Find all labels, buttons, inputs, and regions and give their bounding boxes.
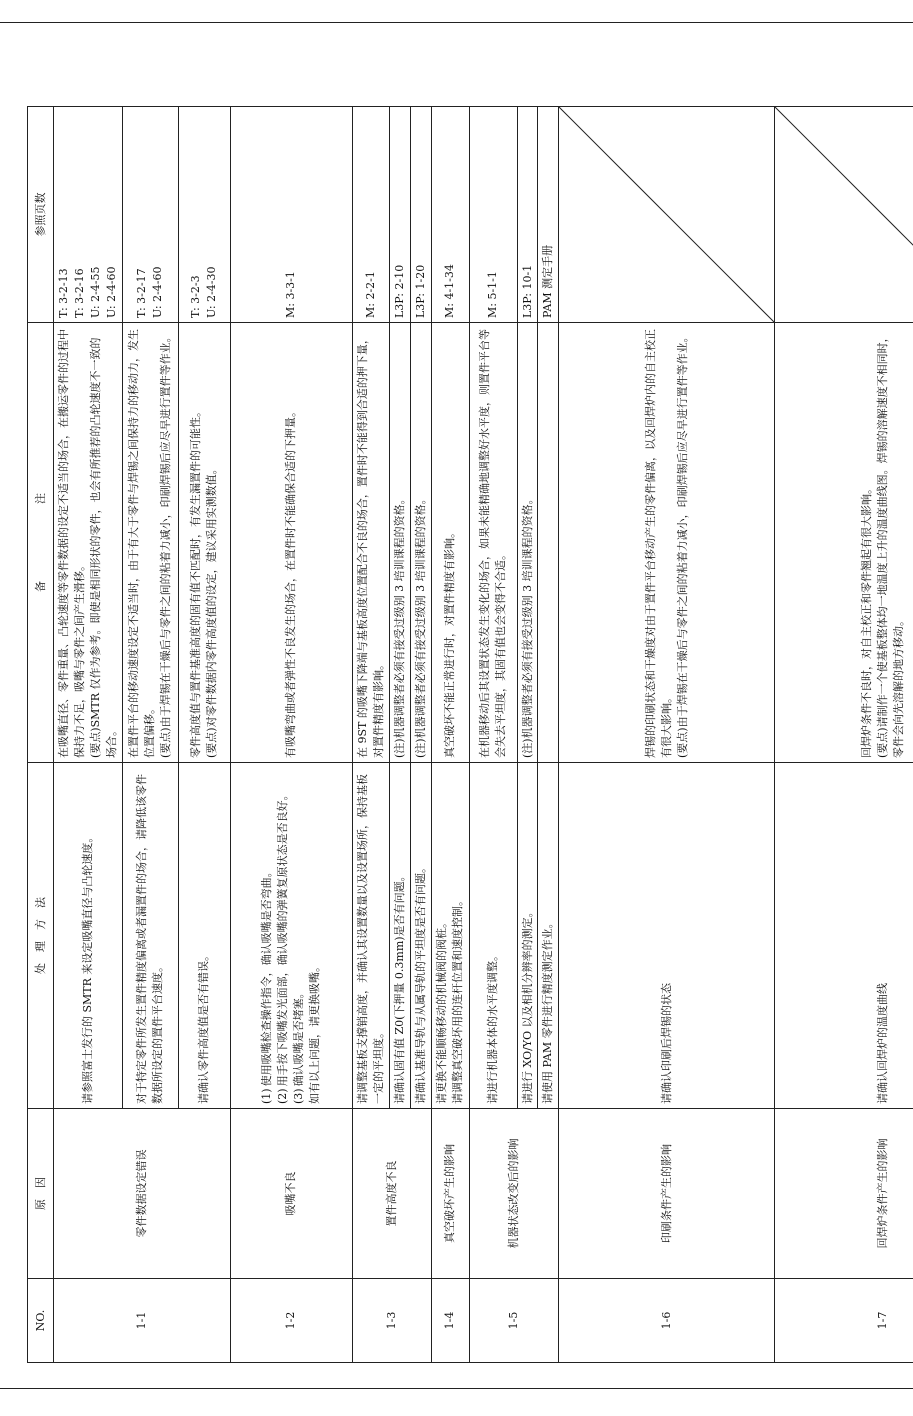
note-cell xyxy=(54,323,123,763)
table-row xyxy=(559,107,775,1363)
note-text: (注)机器调整者必须有接受过级别 3 培训课程的资格。 xyxy=(520,493,534,758)
note-text: 焊锡的印刷状态和干燥度对由于置件平台移动产生的零件偏离，以及回焊炉内的自主校正有很大影响。 xyxy=(643,329,673,758)
list-marker: (1) xyxy=(260,1088,274,1104)
note-text: 在吸嘴直径、零件重量、凸轮速度等零件数据的设定不适当的场合，在搬运零件的过程中保持力不足，吸嘴与零件之间产生滑移。 xyxy=(57,329,86,758)
header-row xyxy=(28,107,54,1363)
troubleshooting-table xyxy=(27,106,913,1363)
method-cell xyxy=(775,763,913,1109)
method-text: 确认吸嘴是否堵塞。 xyxy=(292,987,306,1087)
bottom-rule xyxy=(0,1388,913,1389)
method-text: 使用吸嘴检查操作指令，确认吸嘴是否弯曲。 xyxy=(260,866,274,1087)
note-text: 在 9ST 的吸嘴下降端与基板高度位置配合不良的场合，置件时不能得到合适的押下量，对置件精度有影响。 xyxy=(355,333,385,758)
note-cell xyxy=(469,323,517,763)
row-number: 1-3 xyxy=(352,1279,431,1363)
ref-page: T: 3-2-16 xyxy=(72,268,86,318)
ref-page: T: 3-2-13 xyxy=(57,268,70,318)
list-marker: (3) xyxy=(292,1088,306,1104)
method-cell xyxy=(230,763,352,1109)
ref-cell xyxy=(469,107,517,323)
method-text: 请更换不能顺畅移动的机械阀的阀桩。 xyxy=(435,917,449,1104)
method-text: 请确认基准导轨与从属导轨的平坦度是否有问题。 xyxy=(413,862,427,1104)
row-number: 1-2 xyxy=(230,1279,352,1363)
empty-ref-cell xyxy=(559,107,775,323)
rotated-table-container xyxy=(27,107,905,1363)
ref-page: U: 2-4-55 xyxy=(88,266,102,318)
method-text: 请参照富士发行的 SMTR 来设定吸嘴直径与凸轮速度。 xyxy=(80,831,94,1104)
ref-page: U: 2-4-60 xyxy=(104,266,118,318)
method-cell xyxy=(431,763,469,1109)
ref-cell xyxy=(352,107,389,323)
table-row xyxy=(431,107,469,1363)
ref-cell xyxy=(538,107,559,323)
note-text: (要点)由于焊锡在干燥后与零件之间的粘着力减小，印刷焊锡后应尽早进行置件等作业。 xyxy=(675,331,689,758)
method-cell xyxy=(538,763,559,1109)
method-text: 请使用 PAM 零件进行精度测定作业。 xyxy=(541,917,555,1104)
ref-cell xyxy=(230,107,352,323)
method-cell xyxy=(178,763,230,1109)
ref-page: M: 4-1-34 xyxy=(443,264,457,318)
cause-cell: 机器状态改变后的影响 xyxy=(469,1109,559,1279)
method-text: 请确认印刷后焊锡的状态 xyxy=(659,983,673,1104)
ref-page: L3P: 1-20 xyxy=(413,264,427,318)
method-cell xyxy=(122,763,178,1109)
note-text: (要点)SMTR 仅作为参考。即使是相同形状的零件，也会有所推荐的凸轮速度不一致的场合。 xyxy=(88,337,118,758)
table-row xyxy=(469,107,517,1363)
note-text: 在置件平台的移动速度设定不适当时，由于有大于零件与焊锡之间保持力的移动力，发生位置偏移。 xyxy=(127,329,157,758)
header-method: 处 理 方 法 xyxy=(28,763,54,1109)
note-cell xyxy=(431,323,469,763)
row-number: 1-5 xyxy=(469,1279,559,1363)
note-cell xyxy=(352,323,389,763)
header-cause: 原 因 xyxy=(28,1109,54,1279)
note-cell xyxy=(538,323,559,763)
note-text: 零件高度值与置件基准高度的固有值不匹配时，有发生漏置件的可能性。 xyxy=(189,406,203,758)
method-text: 请调整真空破坏用的连杆位置和速度控制。 xyxy=(451,895,464,1104)
ref-page: M: 2-2-1 xyxy=(363,271,377,318)
cause-cell: 置件高度不良 xyxy=(352,1109,431,1279)
ref-page: M: 5-1-1 xyxy=(486,271,500,318)
cause-cell: 印刷条件产生的影响 xyxy=(559,1109,775,1279)
note-cell xyxy=(389,323,410,763)
method-text: 请进行机器本体的水平度调整。 xyxy=(486,950,500,1104)
ref-cell xyxy=(389,107,410,323)
cause-cell: 真空破坏产生的影响 xyxy=(431,1109,469,1279)
note-text: (要点)由于焊锡在干燥后与零件之间的粘着力减小，印刷焊锡后应尽早进行置件等作业。 xyxy=(159,331,173,758)
ref-cell xyxy=(410,107,431,323)
ref-page: U: 2-4-30 xyxy=(205,266,219,318)
note-text: 有吸嘴弯曲或者弹性不良发生的场合，在置件时不能确保合适的下押量。 xyxy=(284,406,298,758)
note-text: (注)机器调整者必须有接受过级别 3 培训课程的资格。 xyxy=(392,493,406,758)
method-text: 请确认回焊炉的温度曲线 xyxy=(875,983,889,1104)
ref-cell xyxy=(54,107,123,323)
empty-ref-cell xyxy=(775,107,913,323)
row-number: 1-1 xyxy=(54,1279,231,1363)
row-number: 1-6 xyxy=(559,1279,775,1363)
note-cell xyxy=(178,323,230,763)
ref-page: M: 3-3-1 xyxy=(284,271,298,318)
note-cell xyxy=(230,323,352,763)
ref-page: T: 3-2-3 xyxy=(189,275,203,318)
note-text: (要点)请制作一个使基板整体均一地温度上升的温度曲线图。焊锡的溶解速度不相同时，零件会向先溶解的地方移动。 xyxy=(875,331,905,758)
note-text: 真空破坏不能正常进行时，对置件精度有影响。 xyxy=(443,527,457,758)
method-cell xyxy=(559,763,775,1109)
note-cell xyxy=(410,323,431,763)
method-text: 请确认固有值 Z0(下押量 0.3mm)是否有问题。 xyxy=(392,870,406,1104)
method-text: 请调整基板支撑销高度，并确认其设置数量以及设置场所，保持基板一定的平坦度。 xyxy=(355,774,385,1104)
ref-page: T: 3-2-17 xyxy=(135,268,149,318)
row-number: 1-4 xyxy=(431,1279,469,1363)
table-row xyxy=(230,107,352,1363)
diagonal-line xyxy=(775,107,913,322)
ref-cell xyxy=(517,107,538,323)
note-text: 回焊炉条件不良时，对自主校正和零件翘起有很大影响。 xyxy=(859,483,873,758)
method-cell xyxy=(389,763,410,1109)
note-text: 在机器移动后其设置状态发生变化的场合，如果未能精确地调整好水平度，则置件平台等会失去平坦度，其固有值也会变得不合适。 xyxy=(478,329,507,758)
header-ref: 参照页数 xyxy=(28,107,54,323)
cause-cell: 回焊炉条件产生的影响 xyxy=(775,1109,913,1279)
method-text: 如有以上问题，请更换吸嘴。 xyxy=(308,961,322,1104)
note-text: (注)机器调整者必须有接受过级别 3 培训课程的资格。 xyxy=(413,493,427,758)
note-cell xyxy=(122,323,178,763)
header-no: NO. xyxy=(28,1279,54,1363)
method-cell xyxy=(410,763,431,1109)
table-row xyxy=(54,107,123,1363)
method-text: 请确认零件高度值是否有错误。 xyxy=(197,950,211,1104)
method-cell xyxy=(517,763,538,1109)
table-body xyxy=(54,107,913,1363)
ref-cell xyxy=(122,107,178,323)
method-cell xyxy=(469,763,517,1109)
method-cell xyxy=(54,763,123,1109)
list-marker: (2) xyxy=(276,1088,290,1104)
note-text: (要点)对零件数据内零件高度值的设定，建议采用实测数值。 xyxy=(205,463,219,758)
ref-page: U: 2-4-60 xyxy=(151,266,165,318)
note-cell xyxy=(517,323,538,763)
header-note: 备 注 xyxy=(28,323,54,763)
top-rule xyxy=(0,22,913,23)
method-cell xyxy=(352,763,389,1109)
ref-page: L3P: 2-10 xyxy=(392,264,406,318)
cause-cell: 零件数据设定错误 xyxy=(54,1109,231,1279)
cause-cell: 吸嘴不良 xyxy=(230,1109,352,1279)
ref-page: L3P: 10-1 xyxy=(520,264,534,318)
diagonal-line xyxy=(559,107,774,322)
method-text: 请进行 XO/YO 以及相机分辨率的测定。 xyxy=(520,906,534,1104)
method-text: 对于特定零件所发生置件精度偏离或者漏置件的场合，请降低该零件数据所设定的置件平台速度。 xyxy=(135,774,165,1104)
row-number: 1-7 xyxy=(775,1279,913,1363)
table-row xyxy=(775,107,913,1363)
method-text: 用手按下吸嘴发光面部，确认吸嘴的弹簧复原状态是否良好。 xyxy=(276,789,290,1087)
table-row xyxy=(352,107,389,1363)
ref-page: PAM 测定手册 xyxy=(541,244,555,318)
ref-cell xyxy=(178,107,230,323)
note-cell xyxy=(559,323,775,763)
ref-cell xyxy=(431,107,469,323)
note-cell xyxy=(775,323,913,763)
